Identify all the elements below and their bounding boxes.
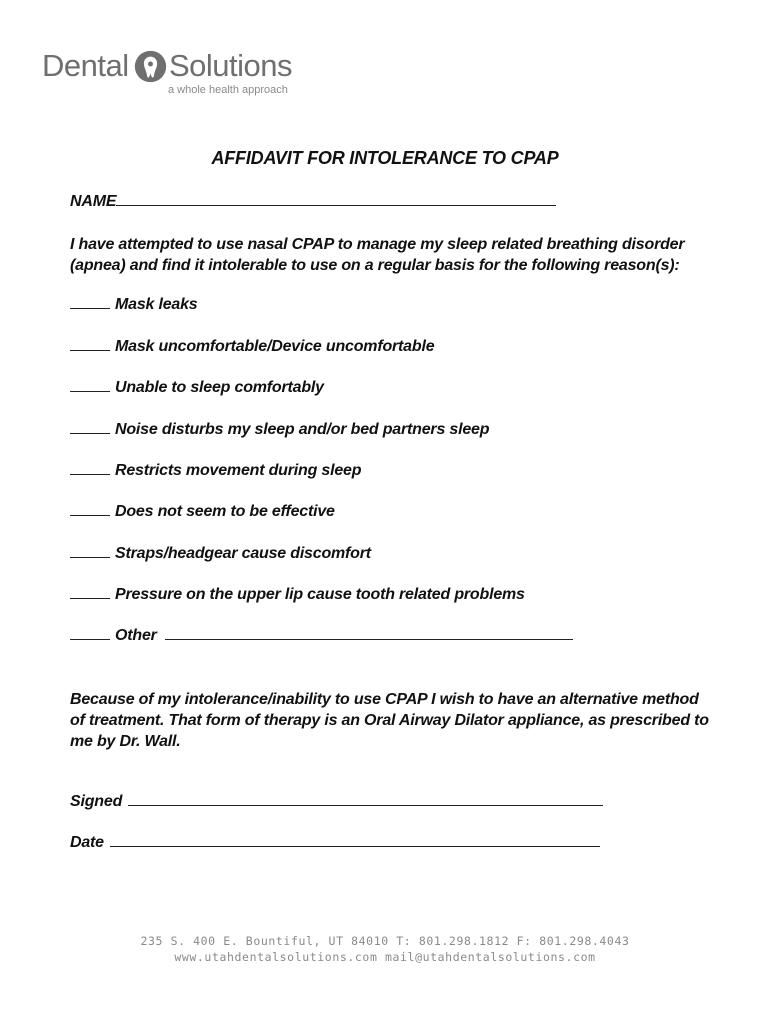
reason-checkline[interactable] [70,627,110,640]
reason-checkline[interactable] [70,296,110,309]
date-label: Date [70,834,104,851]
signature-field[interactable] [128,793,603,806]
reason-label: Does not seem to be effective [115,503,335,520]
reason-checkline[interactable] [70,338,110,351]
reason-label: Pressure on the upper lip cause tooth related problems [115,586,525,603]
reason-label: Mask leaks [115,296,198,313]
reason-item [70,462,361,480]
reason-checkline[interactable] [70,379,110,392]
reason-checkline[interactable] [70,421,110,434]
name-label: NAME [70,193,117,210]
name-field[interactable] [116,193,556,206]
reason-item [70,338,434,356]
signed-label: Signed [70,793,123,810]
reason-item [70,586,525,604]
reason-item [70,503,335,521]
other-reason-field[interactable] [165,627,573,640]
footer-web: www.utahdentalsolutions.com mail@utahdentalsolutions.com [174,950,596,964]
reason-label: Mask uncomfortable/Device uncomfortable [115,338,435,355]
logo-tagline: a whole health approach [168,84,288,96]
intro-paragraph: I have attempted to use nasal CPAP to manage my sleep related breathing disorder (apnea) and find it intolerable to use on a regular basis for the following reason(s): [70,236,685,274]
reason-item [70,421,489,439]
reason-label: Noise disturbs my sleep and/or bed partners sleep [115,421,490,438]
reason-label: Restricts movement during sleep [115,462,362,479]
name-row [70,193,556,211]
tooth-flower-icon [134,50,167,83]
company-logo [42,48,292,100]
reason-item [70,545,371,563]
statement-paragraph: Because of my intolerance/inability to use CPAP I wish to have an alternative method of treatment. That form of therapy is an Oral Airway Dilator appliance, as prescribed to me by Dr. Wall. [70,691,709,750]
logo-word-dental: Dental [42,48,129,83]
reason-checkline[interactable] [70,545,110,558]
reason-item [70,296,198,314]
reason-checkline[interactable] [70,462,110,475]
date-row [70,834,600,852]
logo-word-solutions: Solutions [169,48,293,83]
reason-label: Other [115,627,157,644]
reason-item [70,379,324,397]
signed-row [70,793,603,811]
reason-label: Straps/headgear cause discomfort [115,545,371,562]
date-field[interactable] [110,834,600,847]
reason-item-other [70,627,573,645]
reason-checkline[interactable] [70,586,110,599]
reason-label: Unable to sleep comfortably [115,379,324,396]
form-title: AFFIDAVIT FOR INTOLERANCE TO CPAP [211,148,559,168]
footer-address: 235 S. 400 E. Bountiful, UT 84010 T: 801.298.1812 F: 801.298.4043 [140,934,630,948]
reason-checkline[interactable] [70,503,110,516]
